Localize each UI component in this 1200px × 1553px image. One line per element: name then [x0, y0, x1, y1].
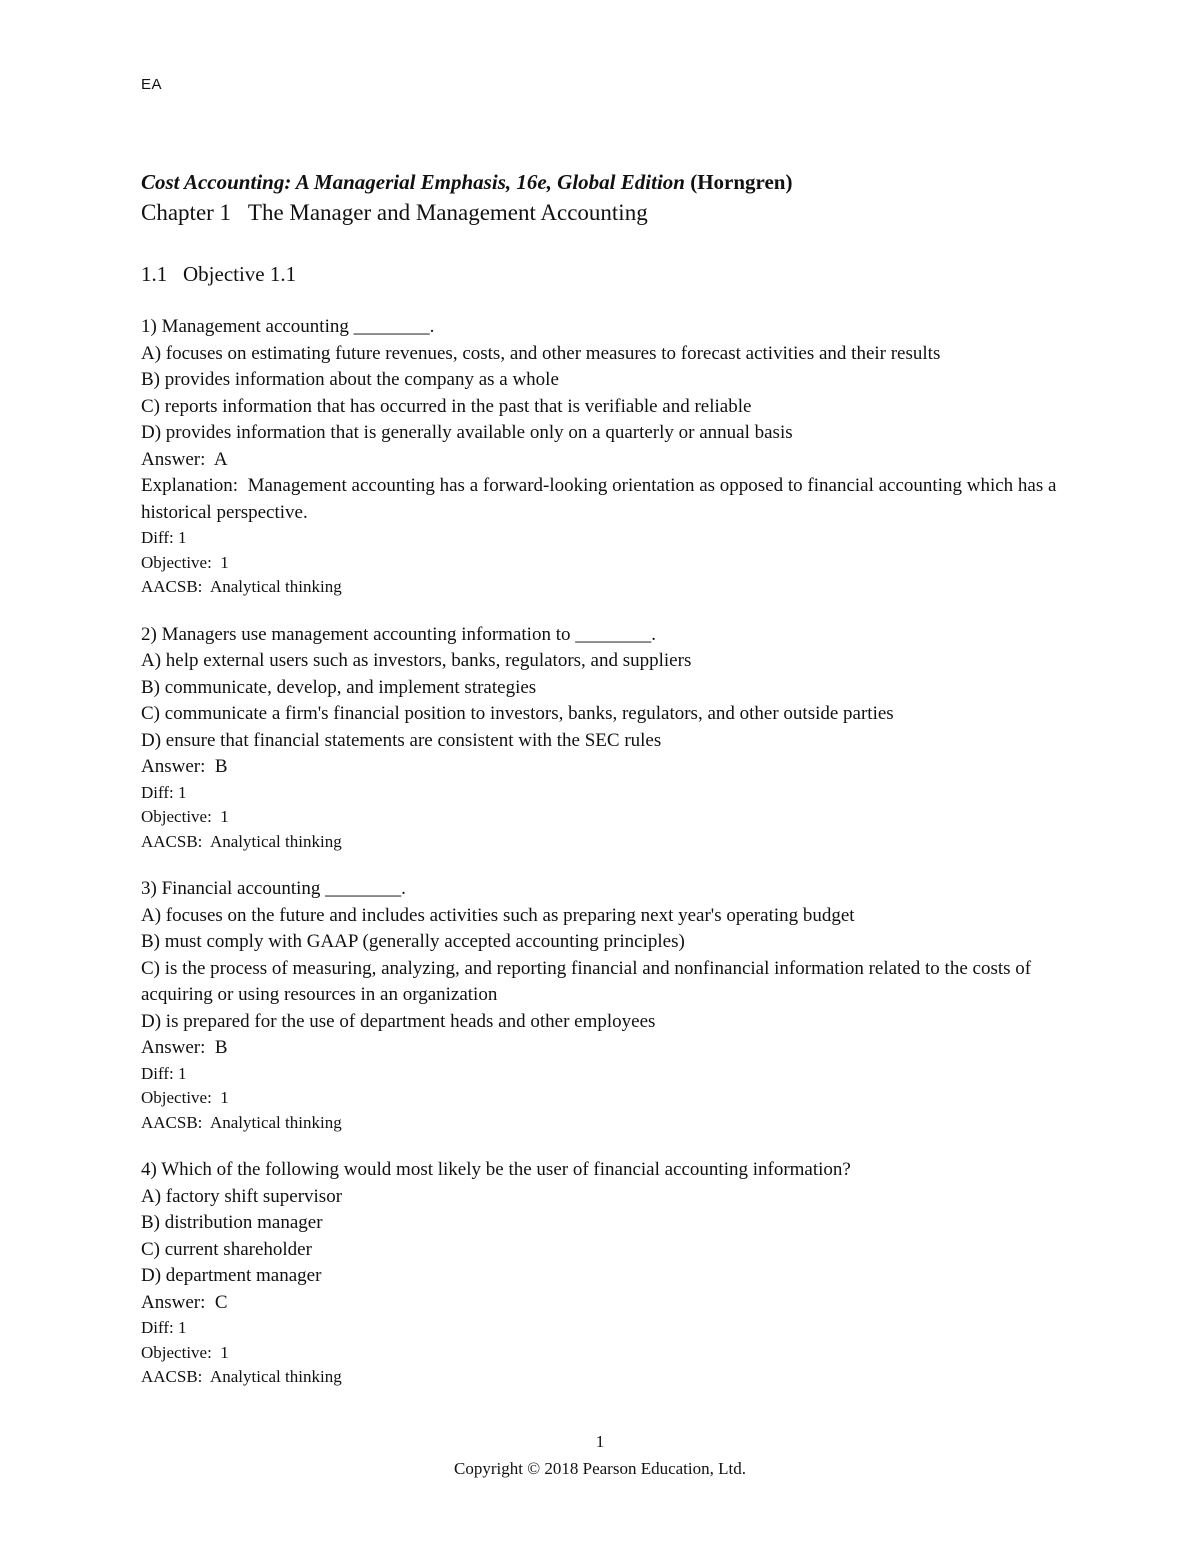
option-a: A) help external users such as investors, banks, regulators, and suppliers [141, 650, 692, 671]
aacsb: AACSB: Analytical thinking [141, 1112, 342, 1132]
option-b: B) provides information about the company as a whole [141, 369, 559, 390]
chapter-title: Chapter 1 The Manager and Management Accounting [141, 200, 648, 225]
difficulty: Diff: 1 [141, 528, 187, 547]
page-number: 1 [595, 1432, 605, 1451]
objective: Objective: 1 [141, 552, 229, 572]
option-d: D) provides information that is generally available only on a quarterly or annual basis [141, 422, 793, 443]
option-b: B) distribution manager [141, 1212, 323, 1233]
difficulty: Diff: 1 [141, 1318, 187, 1337]
question-stem: 4) Which of the following would most likely be the user of financial accounting information? [141, 1159, 851, 1180]
book-author: (Horngren) [690, 170, 793, 194]
header-mark: EA [141, 76, 163, 93]
aacsb: AACSB: Analytical thinking [141, 831, 342, 851]
option-d: D) is prepared for the use of department heads and other employees [141, 1010, 656, 1032]
option-a: A) factory shift supervisor [141, 1185, 343, 1207]
option-c: C) reports information that has occurred in the past that is verifiable and reliable [141, 395, 752, 417]
option-b: B) must comply with GAAP (generally accepted accounting principles) [141, 931, 685, 952]
option-c: C) is the process of measuring, analyzing, and reporting financial and nonfinancial information related to the costs of acquiring or using resources in an organization [141, 957, 1032, 1005]
option-a: A) focuses on the future and includes activities such as preparing next year's operating budget [141, 904, 855, 926]
question-2 [141, 622, 1081, 855]
option-a: A) focuses on estimating future revenues, costs, and other measures to forecast activities and their results [141, 342, 941, 364]
question-stem: 2) Managers use management accounting information to ________. [141, 623, 656, 645]
book-title [141, 168, 1081, 196]
objective: Objective: 1 [141, 1342, 229, 1362]
book-title-italic: Cost Accounting: A Managerial Emphasis, 16e, Global Edition [141, 170, 685, 194]
section-title: 1.1 Objective 1.1 [141, 262, 297, 286]
difficulty: Diff: 1 [141, 782, 187, 802]
difficulty: Diff: 1 [141, 1063, 187, 1083]
option-c: C) current shareholder [141, 1238, 312, 1260]
page-content [141, 168, 1081, 1390]
option-d: D) department manager [141, 1265, 322, 1286]
question-3 [141, 876, 1081, 1135]
question-4 [141, 1157, 1081, 1390]
aacsb: AACSB: Analytical thinking [141, 1367, 342, 1386]
answer: Answer: B [141, 756, 228, 777]
answer: Answer: A [141, 448, 228, 470]
aacsb: AACSB: Analytical thinking [141, 577, 342, 596]
option-b: B) communicate, develop, and implement strategies [141, 676, 537, 698]
question-stem: 3) Financial accounting ________. [141, 878, 406, 899]
option-d: D) ensure that financial statements are consistent with the SEC rules [141, 729, 662, 751]
copyright-notice: Copyright © 2018 Pearson Education, Ltd. [454, 1459, 746, 1478]
answer: Answer: B [141, 1037, 228, 1058]
objective: Objective: 1 [141, 807, 229, 826]
explanation: Explanation: Management accounting has a forward-looking orientation as opposed to financial accounting which has a historical perspective. [141, 475, 1062, 523]
question-1 [141, 314, 1081, 600]
option-c: C) communicate a firm's financial position to investors, banks, regulators, and other outside parties [141, 703, 894, 724]
objective: Objective: 1 [141, 1088, 229, 1107]
answer: Answer: C [141, 1291, 228, 1313]
question-stem: 1) Management accounting ________. [141, 316, 435, 337]
